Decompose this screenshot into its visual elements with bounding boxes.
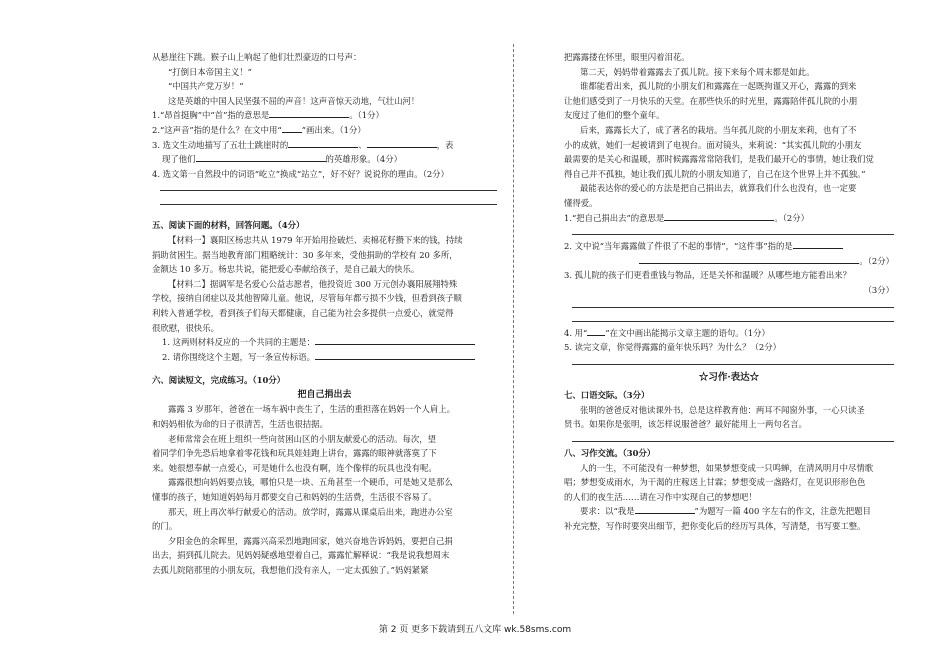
question-3: 3. 选文生动地描写了五壮士跳崖时的 、 ，表 bbox=[152, 139, 454, 150]
answer-blank[interactable] bbox=[664, 220, 774, 221]
reading-q5: 5. 读完文章，你觉得露露的童年快乐吗？为什么？（2分） bbox=[564, 342, 781, 353]
story-title: 把自己捐出去 bbox=[297, 389, 352, 400]
answer-line[interactable] bbox=[572, 355, 894, 365]
material-line: 学校，接纳自闭症以及其他智障儿童。他说，尽管每年都亏损不少钱，但看到孩子顺 bbox=[152, 293, 462, 304]
question-2: 2.“这声音”指的是什么？在文中用“ ”画出来。（1分） bbox=[152, 124, 366, 135]
score-note: 。（2分） bbox=[564, 254, 894, 269]
page-footer: 第 2 页 更多下载请到五八文库 wk.58sms.com bbox=[378, 625, 572, 635]
story-line: 友度过了他们的整个童年。 bbox=[564, 110, 665, 121]
story-line: 的门。 bbox=[152, 521, 178, 532]
section-7-line: 张明的爸爸反对他读课外书，总是这样教育他：两耳不闻窗外事，一心只读圣 bbox=[580, 404, 865, 415]
reading-q4: 4. 用“ ”在文中画出能揭示文章主题的语句。（1分） bbox=[564, 327, 770, 338]
section-8-requirement: 要求：以“我是 ”为题写一篇 400 字左右的作文，注意先把题目 bbox=[580, 506, 871, 517]
story-line: 露露 3 岁那年，爸爸在一场车祸中丧生了，生活的重担落在妈妈一个人肩上。 bbox=[168, 404, 456, 415]
story-line: 老师常常会在班上组织一些向贫困山区的小朋友献爱心的活动。每次，望 bbox=[168, 433, 436, 444]
intro-line: 从悬崖往下跳。猴子山上响起了他们壮烈豪迈的口号声： bbox=[152, 52, 362, 62]
story-line: 第二天，妈妈带着露露去了孤儿院。接下来每个周末都是如此。 bbox=[580, 66, 815, 77]
answer-line[interactable] bbox=[160, 181, 497, 191]
section-5-q1: 1. 这两则材料反应的一个共同的主题是： bbox=[152, 335, 497, 350]
answer-blank[interactable] bbox=[639, 263, 859, 264]
material-line: 捐助贫困生。据当地教育部门粗略统计：30 多年来，受他捐助的学校有 20 多所， bbox=[152, 249, 458, 260]
section-banner: ☆习作·表达☆ bbox=[698, 371, 760, 383]
story-line: 和妈妈相依为命的日子很清苦，生活也很拮据。 bbox=[152, 419, 328, 430]
story-line: 谁都能看出来，孤儿院的小朋友们和露露在一起既拘谨又开心，露露的到来 bbox=[580, 81, 857, 92]
story-line: 小的成就，她们一起被请到了电视台。面对镜头，来莉说：“其实孤儿院的小朋友 bbox=[564, 139, 862, 150]
answer-line[interactable] bbox=[572, 432, 894, 442]
left-column bbox=[152, 50, 497, 578]
section-6-title: 六、阅读短文，完成练习。（10分） bbox=[152, 375, 286, 386]
answer-blank[interactable] bbox=[315, 344, 475, 345]
answer-blank[interactable] bbox=[793, 248, 843, 249]
answer-blank[interactable] bbox=[196, 161, 326, 162]
reading-q1: 1.“把自己捐出去”的意思是 。（2分） bbox=[564, 212, 809, 223]
material-line: 【材料二】据调军是名爱心公益志愿者，他投资近 300 万元创办襄阳展翔特殊 bbox=[168, 278, 458, 289]
material-line: 利转入普通学校，看到孩子们每天都健康，自己能为社会多提供一点爱心，就觉得 bbox=[152, 307, 454, 318]
question-4: 4. 选文第一自然段中的词语“屹立”换成“站立”，好不好？说说你的理由。（2分） bbox=[152, 168, 449, 179]
story-line: 出去，捐到孤儿院去。见妈妈疑惑地望着自己，露露忙解释说：“我是说我想周末 bbox=[152, 550, 450, 561]
story-line: 最能表达你的爱心的方法是把自己捐出去，就算我们什么也没有，也一定要 bbox=[580, 183, 857, 194]
section-5-title: 五、阅读下面的材料，回答问题。（4分） bbox=[152, 220, 305, 231]
mark-blank bbox=[587, 335, 605, 336]
material-line: 金额达 10 多万。杨忠共说，能把爱心奉献给孩子，是自己最大的快乐。 bbox=[152, 264, 420, 275]
answer-blank[interactable] bbox=[288, 147, 358, 148]
answer-line[interactable] bbox=[572, 312, 894, 322]
story-line: 夕阳金色的余晖里，露露兴高采烈地跑回家，她兴奋地告诉妈妈，要把自己捐 bbox=[168, 535, 453, 546]
answer-line[interactable] bbox=[160, 195, 497, 205]
section-8-line: 的人们的夜生活……请在习作中实现自己的梦想吧！ bbox=[564, 491, 757, 502]
story-line: 懂得爱。 bbox=[564, 197, 598, 208]
section-8-requirement: 补充完整，写作时要突出细节，把你变化后的经历写具体，写清楚，书写要工整。 bbox=[564, 521, 866, 532]
section-7-title: 七、口语交际。（3分） bbox=[564, 390, 650, 401]
story-line: 后来，露露长大了，成了著名的栽培。当年孤儿院的小朋友来莉，也有了不 bbox=[580, 124, 857, 135]
story-line: 把露露搂在怀里，眼里闪着泪花。 bbox=[564, 52, 690, 62]
answer-blank[interactable] bbox=[315, 359, 475, 360]
story-line: 来。她很想奉献一点爱心，可是她什么也没有啊，连个像样的玩具也没有呢。 bbox=[152, 462, 437, 473]
answer-blank[interactable] bbox=[367, 147, 437, 148]
title-blank[interactable] bbox=[635, 513, 695, 514]
story-line: 着同学们争先恐后地拿着零花钱和玩具娃娃跑上讲台，露露的眼神就落寞了下 bbox=[152, 448, 437, 459]
story-line: 得自己并不孤独，她让我们孤儿院的小朋友知道了，自己在这个世界上并不孤独。” bbox=[564, 168, 866, 179]
question-3-cont: 现了他们 的英雄形象。（4分） bbox=[162, 154, 403, 165]
section-8-title: 八、习作交流。（30分） bbox=[564, 448, 656, 459]
answer-line[interactable] bbox=[572, 225, 894, 235]
section-8-line: 人的一生，不可能没有一种梦想，如果梦想变成一只鸣蝉，在清风明月中尽情歌 bbox=[580, 462, 874, 473]
intro-line: “打倒日本帝国主义！” bbox=[168, 66, 252, 77]
story-line: 露露很想向妈妈要点钱，哪怕只是一块、五角甚至一个硬币，可是她又是那么 bbox=[168, 477, 453, 488]
reading-q3: 3. 孤儿院的孩子们更看重钱与物品，还是关怀和温暖？从哪些地方能看出来？ bbox=[564, 270, 852, 281]
story-line: 最需要的是关心和温暖，那时候露露常常陪我们，是我们最开心的事情，她让我们觉 bbox=[564, 154, 874, 165]
column-divider bbox=[513, 44, 514, 614]
story-line: 去孤儿院陪那里的小朋友玩，我想他们没有亲人，一定太孤独了。”妈妈紧紧 bbox=[152, 565, 429, 575]
section-7-line: 贤书。如果你是张明，该怎样说服爸爸？最好能用上一两句名言。 bbox=[564, 419, 807, 430]
story-line: 让他们感受到了一月快乐的天堂。在那些快乐的时光里，露露陪伴孤儿院的小朋 bbox=[564, 95, 858, 106]
reading-q2: 2. 文中说“当年露露做了件很了不起的事情”，“这件事”指的是 bbox=[564, 239, 894, 254]
score-note: （3分） bbox=[863, 284, 894, 295]
intro-line: 这是英雄的中国人民坚强不屈的声音！这声音惊天动地，气壮山河！ bbox=[168, 95, 420, 106]
right-column bbox=[564, 50, 894, 534]
mark-blank bbox=[282, 132, 302, 133]
intro-line: “中国共产党万岁！” bbox=[168, 81, 244, 92]
question-1: 1.“昂首挺胸”中“首”指的意思是 。（1分） bbox=[152, 110, 384, 121]
story-line: 那天，班上再次举行献爱心的活动。放学时，露露从课桌后出来，跑进办公室 bbox=[168, 506, 453, 517]
section-8-line: 唱；梦想变成雨水，为干渴的庄稼送上甘霖；梦想变成一盏路灯，在见识形形色色 bbox=[564, 477, 866, 488]
story-line: 懂事的孩子，她知道妈妈每月都要交自己和妈妈的生活费，生活很不容易了。 bbox=[152, 492, 437, 503]
material-line: 【材料一】襄阳区杨忠共从 1979 年开始用捡破烂、卖棉花籽攒下来的钱，持续 bbox=[168, 234, 463, 245]
answer-line[interactable] bbox=[572, 298, 894, 308]
section-5-q2: 2. 请你围绕这个主题，写一条宣传标语。 bbox=[152, 350, 497, 365]
material-line: 很欣慰，很快乐。 bbox=[152, 322, 219, 333]
answer-blank[interactable] bbox=[269, 117, 349, 118]
